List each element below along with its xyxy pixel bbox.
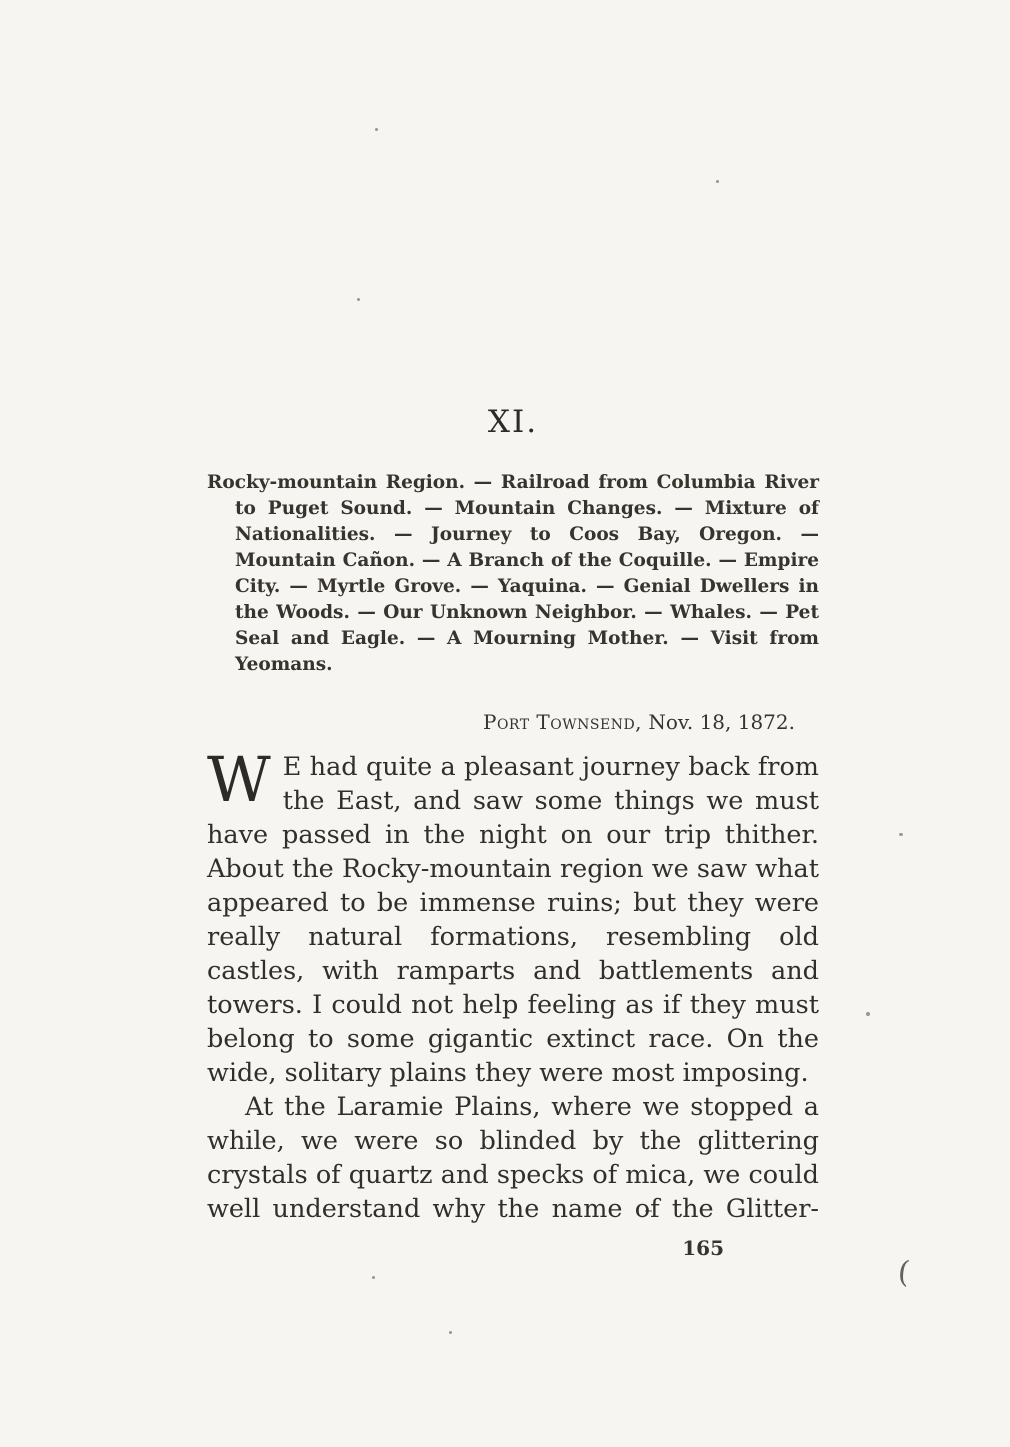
paragraph-2: At the Laramie Plains, where we stopped a while, we were so blinded by the glittering crystals of quartz and specks of mica, we could well understand why the name of the Glitter- bbox=[207, 1092, 819, 1224]
chapter-synopsis: Rocky-mountain Region. — Railroad from Columbia River to Puget Sound. — Mountain Changes. — Mixture of Nationalities. — Journey to Coos Bay, Oregon. — Mountain Cañon. — A Branch of the Coquille. — Empire City. — Myrtle Grove. — Yaquina. — Genial Dwellers in the Woods. — Our Unknown Neighbor. — Whales. — Pet Seal and Eagle. — A Mourning Mother. — Visit from Yeomans. bbox=[207, 472, 819, 675]
paragraph-1-text: E had quite a pleasant journey back from the East, and saw some things we must have passed in the night on our trip thither. About the Rocky-mountain region we saw what appeared to be immense ruins; but they were really natural formations, resembling old castles, with ramparts and battlements and towers. I could not help feeling as if they must belong to some gigantic extinct race. On the wide, solitary plains they were most imposing. bbox=[207, 752, 819, 1088]
scan-speck bbox=[449, 1331, 452, 1334]
scan-mark bbox=[645, 1210, 652, 1212]
dateline-date: Nov. 18, 1872. bbox=[648, 710, 795, 734]
scan-speck bbox=[375, 128, 378, 131]
page-number: 165 bbox=[682, 1236, 724, 1260]
scan-speck bbox=[899, 833, 903, 836]
chapter-heading: XI. bbox=[487, 404, 539, 440]
paragraph-1 bbox=[207, 743, 819, 1090]
text-block bbox=[207, 404, 819, 1260]
drop-cap: W bbox=[207, 743, 271, 816]
scan-speck bbox=[866, 1012, 870, 1016]
scan-speck bbox=[716, 180, 719, 183]
scan-speck bbox=[357, 298, 360, 301]
dateline-place: Port Townsend, bbox=[483, 710, 643, 734]
scan-mark: ( bbox=[896, 1254, 912, 1291]
page-number-row bbox=[207, 1236, 819, 1260]
scan-speck bbox=[372, 1276, 375, 1279]
dateline bbox=[207, 710, 819, 734]
